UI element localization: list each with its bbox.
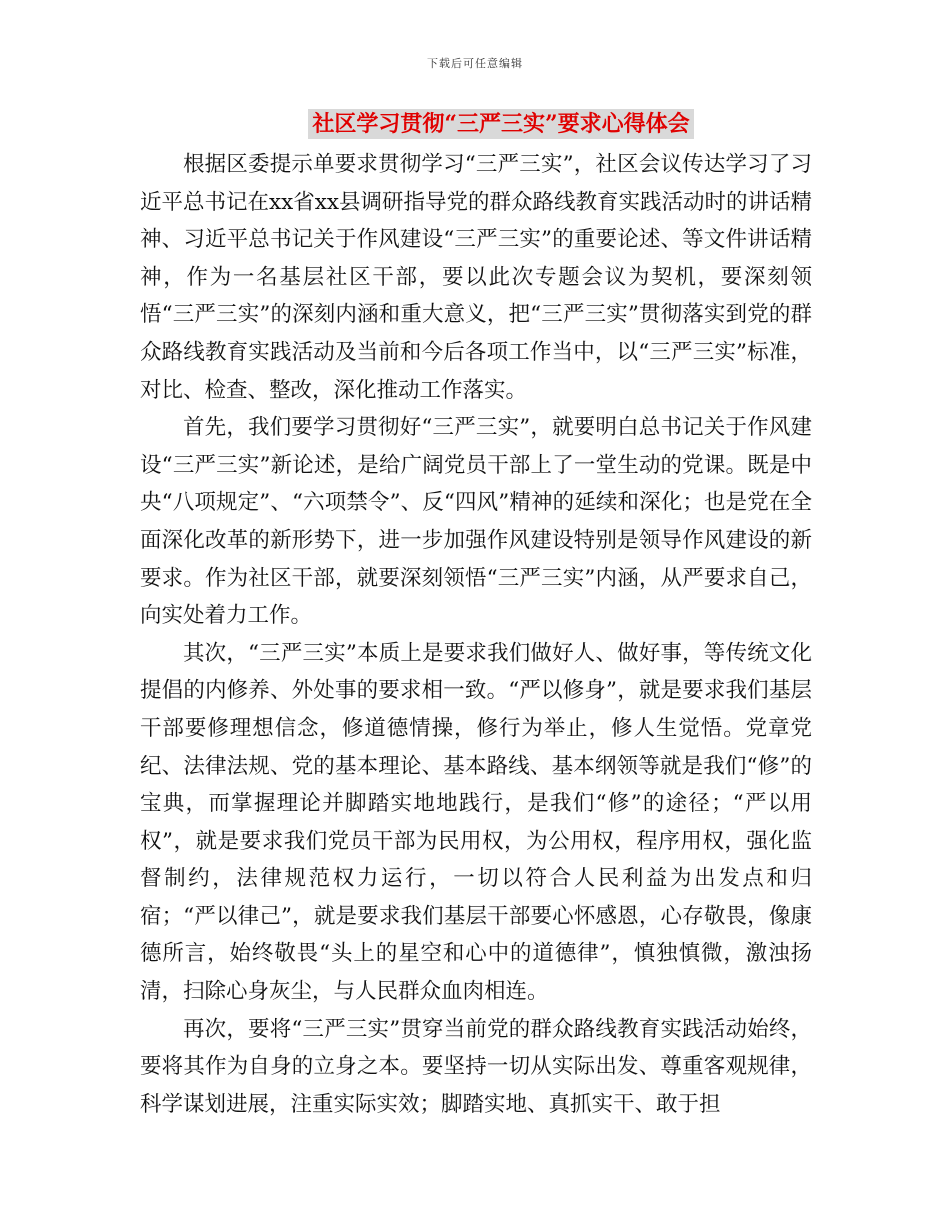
paragraph-4: 再次，要将“三严三实”贯穿当前党的群众路线教育实践活动始终，要将其作为自身的立身之本。要坚持一切从实际出发、尊重客观规律，科学谋划进展，注重实际实效；脚踏实地、真抓实干、敢于担 (140, 1016, 812, 1117)
document-body (140, 146, 812, 1123)
document-title: 社区学习贯彻“三严三实”要求心得体会 (308, 109, 693, 139)
paragraph-3: 其次，“三严三实”本质上是要求我们做好人、做好事，等传统文化提倡的内修养、外处事的要求相一致。“严以修身”，就是要求我们基层干部要修理想信念，修道德情操，修行为举止，修人生觉悟。党章党纪、法律法规、党的基本理论、基本路线、基本纲领等就是我们“修”的宝典，而掌握理论并脚踏实地地践行，是我们“修”的途径；“严以用权”，就是要求我们党员干部为民用权，为公用权，程序用权，强化监督制约，法律规范权力运行，一切以符合人民利益为出发点和归宿；“严以律己”，就是要求我们基层干部要心怀感恩，心存敬畏，像康德所言，始终敬畏“头上的星空和心中的道德律”，慎独慎微，激浊扬清，扫除心身灰尘，与人民群众血肉相连。 (140, 640, 812, 1005)
page-header-note: 下载后可任意编辑 (427, 57, 523, 70)
title-container (0, 109, 950, 139)
paragraph-2: 首先，我们要学习贯彻好“三严三实”，就要明白总书记关于作风建设“三严三实”新论述，是给广阔党员干部上了一堂生动的党课。既是中央“八项规定”、“六项禁令”、反“四风”精神的延续和深化；也是党在全面深化改革的新形势下，进一步加强作风建设特别是领导作风建设的新要求。作为社区干部，就要深刻领悟“三严三实”内涵，从严要求自己，向实处着力工作。 (140, 415, 812, 629)
paragraph-1: 根据区委提示单要求贯彻学习“三严三实”，社区会议传达学习了习近平总书记在xx省xx县调研指导党的群众路线教育实践活动时的讲话精神、习近平总书记关于作风建设“三严三实”的重要论述、等文件讲话精神，作为一名基层社区干部，要以此次专题会议为契机，要深刻领悟“三严三实”的深刻内涵和重大意义，把“三严三实”贯彻落实到党的群众路线教育实践活动及当前和今后各项工作当中，以“三严三实”标准，对比、检查、整改，深化推动工作落实。 (140, 152, 813, 403)
